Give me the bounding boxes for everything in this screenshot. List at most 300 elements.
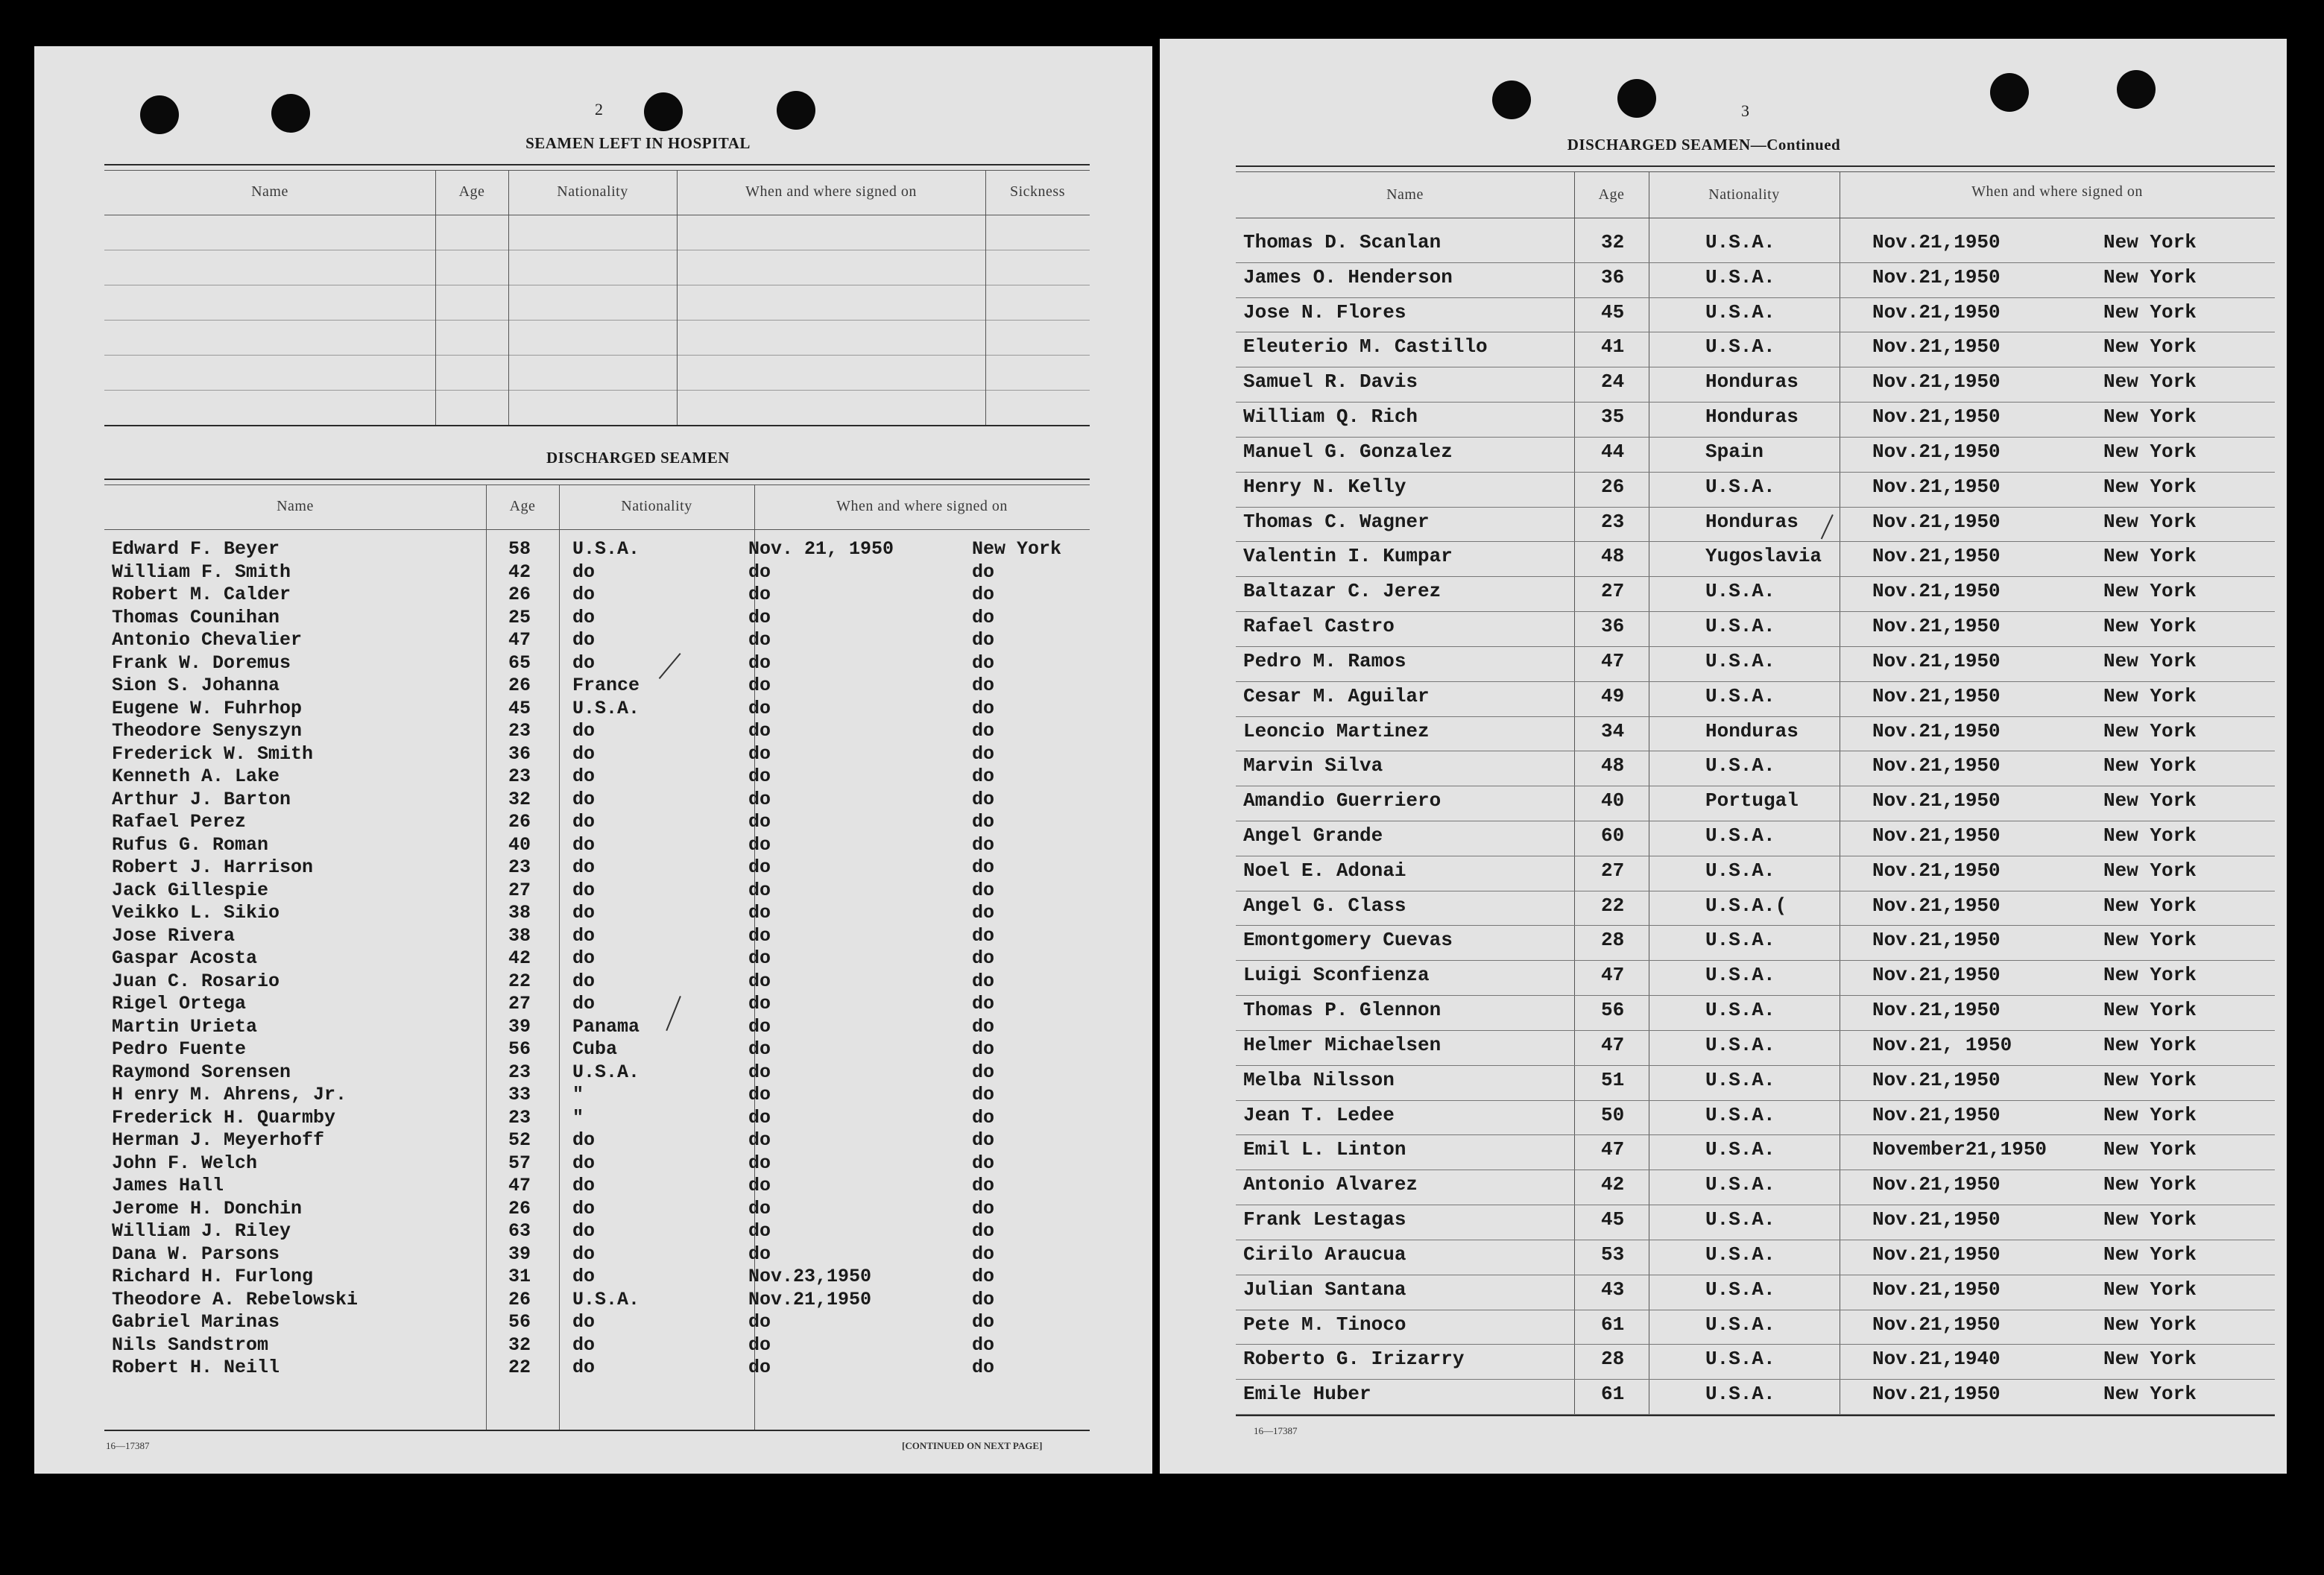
seaman-nationality: do xyxy=(572,879,596,901)
seaman-nationality: do xyxy=(572,1311,596,1333)
table-row xyxy=(1160,266,2287,288)
seaman-age: 47 xyxy=(1601,964,1625,987)
seaman-age: 23 xyxy=(508,1106,531,1129)
signed-on-place: New York xyxy=(2103,1033,2197,1056)
seaman-name: Nils Sandstrom xyxy=(112,1333,269,1356)
signed-on-date: do xyxy=(748,1038,771,1060)
table-row xyxy=(34,1357,1152,1379)
signed-on-place: do xyxy=(972,1357,995,1378)
signed-on-place: New York xyxy=(2103,964,2197,987)
seaman-nationality: U.S.A. xyxy=(1705,1103,1775,1126)
seaman-nationality: Honduras xyxy=(1705,510,1799,533)
table-row xyxy=(34,720,1152,742)
seaman-age: 22 xyxy=(1601,894,1625,917)
signed-on-place: New York xyxy=(972,538,1062,560)
signed-on-date: do xyxy=(748,1357,771,1378)
seaman-age: 51 xyxy=(1601,1068,1625,1091)
column-header: Age xyxy=(509,498,536,514)
seaman-age: 32 xyxy=(1601,231,1625,253)
table-row xyxy=(34,1016,1152,1038)
column-header: Sickness xyxy=(1010,183,1065,200)
signed-on-place: do xyxy=(972,902,995,924)
table-row xyxy=(1160,476,2287,498)
table-row xyxy=(1160,335,2287,358)
seaman-age: 53 xyxy=(1601,1243,1625,1266)
signed-on-place: New York xyxy=(2103,894,2197,917)
seaman-nationality: U.S.A. xyxy=(1705,1383,1775,1406)
table-row xyxy=(1160,1069,2287,1091)
blank-row-line xyxy=(104,320,1090,321)
seaman-age: 32 xyxy=(508,788,531,810)
seaman-nationality: U.S.A. xyxy=(1705,1033,1775,1056)
signed-on-date: do xyxy=(748,1197,771,1219)
header-rule xyxy=(104,529,1090,530)
signed-on-date: Nov.21,1950 xyxy=(1872,300,2001,323)
seaman-nationality: do xyxy=(572,811,596,833)
signed-on-date: Nov.21,1950 xyxy=(1872,754,2001,777)
table-row xyxy=(1160,1104,2287,1126)
table-row xyxy=(1160,1278,2287,1301)
signed-on-date: do xyxy=(748,1015,771,1038)
seaman-nationality: U.S.A. xyxy=(1705,1313,1775,1336)
seaman-age: 26 xyxy=(508,811,531,833)
punch-hole xyxy=(140,95,179,134)
table-top-rule xyxy=(1236,165,2275,167)
table-row xyxy=(1160,441,2287,463)
seaman-age: 23 xyxy=(508,766,531,787)
seaman-nationality: do xyxy=(572,924,596,947)
punch-hole xyxy=(1617,79,1656,118)
signed-on-place: do xyxy=(972,1266,995,1287)
signed-on-date: Nov.21,1950 xyxy=(1872,649,2001,672)
seaman-name: Robert H. Neill xyxy=(112,1357,280,1378)
seaman-age: 45 xyxy=(1601,300,1625,323)
seaman-name: H enry M. Ahrens, Jr. xyxy=(112,1084,347,1105)
table-row xyxy=(1160,370,2287,393)
table-row xyxy=(1160,615,2287,637)
signed-on-place: do xyxy=(972,970,995,992)
seaman-nationality: U.S.A. xyxy=(1705,335,1775,359)
table-row xyxy=(34,856,1152,879)
signed-on-place: do xyxy=(972,1311,995,1333)
signed-on-place: New York xyxy=(2103,405,2197,429)
seaman-age: 47 xyxy=(508,1175,531,1196)
seaman-age: 47 xyxy=(1601,1138,1625,1161)
signed-on-date: Nov.21,1950 xyxy=(1872,999,2001,1022)
seaman-name: Luigi Sconfienza xyxy=(1243,964,1430,987)
seaman-nationality: U.S.A. xyxy=(1705,684,1775,707)
seaman-name: Robert J. Harrison xyxy=(112,856,314,878)
signed-on-date: do xyxy=(748,1220,771,1242)
seaman-nationality: do xyxy=(572,856,596,878)
table-row xyxy=(34,1107,1152,1129)
signed-on-place: New York xyxy=(2103,370,2197,394)
signed-on-date: Nov.21,1950 xyxy=(1872,335,2001,359)
signed-on-date: Nov.21,1950 xyxy=(1872,440,2001,463)
row-divider xyxy=(1236,995,2275,996)
signed-on-date: Nov.21,1950 xyxy=(1872,824,2001,847)
table-row xyxy=(34,1038,1152,1061)
seaman-age: 44 xyxy=(1601,440,1625,463)
seaman-name: Thomas C. Wagner xyxy=(1243,510,1430,533)
seaman-nationality: do xyxy=(572,584,596,605)
table-row xyxy=(1160,1138,2287,1161)
signed-on-date: do xyxy=(748,742,771,765)
table-row xyxy=(1160,1243,2287,1266)
seaman-age: 48 xyxy=(1601,754,1625,777)
table-row xyxy=(34,1129,1152,1152)
column-header: Name xyxy=(251,183,288,200)
seaman-name: Henry N. Kelly xyxy=(1243,475,1406,498)
signed-on-place: New York xyxy=(2103,615,2197,638)
seaman-age: 47 xyxy=(1601,649,1625,672)
table-row xyxy=(1160,824,2287,847)
seaman-nationality: U.S.A. xyxy=(1705,265,1775,288)
seaman-name: Marvin Silva xyxy=(1243,754,1383,777)
seaman-name: Rufus G. Roman xyxy=(112,833,269,856)
seaman-age: 39 xyxy=(508,1015,531,1038)
signed-on-place: New York xyxy=(2103,999,2197,1022)
seaman-name: John F. Welch xyxy=(112,1152,258,1174)
seaman-name: William Q. Rich xyxy=(1243,405,1418,429)
seaman-nationality: U.S.A. xyxy=(1705,1243,1775,1266)
signed-on-date: Nov.21,1950 xyxy=(1872,545,2001,568)
signed-on-place: New York xyxy=(2103,1348,2197,1371)
seaman-nationality: U.S.A. xyxy=(1705,999,1775,1022)
seaman-name: Angel G. Class xyxy=(1243,894,1406,917)
column-header: Name xyxy=(1386,186,1424,203)
signed-on-place: do xyxy=(972,1152,995,1174)
signed-on-date: do xyxy=(748,993,771,1014)
page-number: 2 xyxy=(595,100,603,119)
signed-on-place: do xyxy=(972,629,995,651)
seaman-age: 36 xyxy=(508,742,531,765)
table-row xyxy=(34,538,1152,561)
signed-on-date: Nov.21,1950 xyxy=(1872,405,2001,429)
seaman-name: Eleuterio M. Castillo xyxy=(1243,335,1488,359)
signed-on-date: do xyxy=(748,1311,771,1333)
table-top-rule xyxy=(104,479,1090,480)
signed-on-date: Nov.21,1950 xyxy=(1872,475,2001,498)
seaman-age: 40 xyxy=(508,833,531,856)
seaman-nationality: U.S.A. xyxy=(1705,1068,1775,1091)
column-header: Age xyxy=(458,183,485,200)
table-top-rule xyxy=(104,164,1090,165)
column-header: Nationality xyxy=(621,498,692,514)
seaman-nationality: " xyxy=(572,1106,584,1129)
table-row xyxy=(1160,720,2287,742)
seaman-age: 42 xyxy=(1601,1173,1625,1196)
signed-on-date: Nov.21,1950 xyxy=(1872,1243,2001,1266)
signed-on-date: do xyxy=(748,1061,771,1083)
row-divider xyxy=(1236,925,2275,926)
table-row xyxy=(1160,1034,2287,1056)
table-top-rule xyxy=(104,170,1090,171)
seaman-nationality: do xyxy=(572,1333,596,1356)
signed-on-date: Nov.21,1950 xyxy=(1872,1103,2001,1126)
table-row xyxy=(1160,789,2287,812)
seaman-nationality: do xyxy=(572,1266,596,1287)
seaman-age: 23 xyxy=(1601,510,1625,533)
discharged-section-title: DISCHARGED SEAMEN xyxy=(546,449,730,467)
signed-on-place: New York xyxy=(2103,265,2197,288)
column-divider xyxy=(508,170,509,425)
signed-on-date: do xyxy=(748,629,771,651)
signed-on-place: do xyxy=(972,1129,995,1151)
seaman-age: 34 xyxy=(1601,719,1625,742)
signed-on-place: do xyxy=(972,1197,995,1219)
row-divider xyxy=(1236,960,2275,961)
seaman-age: 36 xyxy=(1601,615,1625,638)
seaman-name: Eugene W. Fuhrhop xyxy=(112,697,303,719)
signed-on-place: do xyxy=(972,651,995,674)
column-header: Name xyxy=(277,498,314,514)
table-row xyxy=(34,1198,1152,1220)
seaman-name: Julian Santana xyxy=(1243,1278,1406,1301)
row-divider xyxy=(1236,472,2275,473)
seaman-nationality: U.S.A. xyxy=(1705,754,1775,777)
seaman-age: 57 xyxy=(508,1152,531,1174)
seaman-age: 23 xyxy=(508,720,531,742)
table-row xyxy=(34,1061,1152,1084)
seaman-age: 56 xyxy=(1601,999,1625,1022)
seaman-name: Jack Gillespie xyxy=(112,879,269,901)
seaman-age: 50 xyxy=(1601,1103,1625,1126)
blank-row-line xyxy=(104,355,1090,356)
seaman-name: Robert M. Calder xyxy=(112,584,291,605)
seaman-age: 27 xyxy=(1601,859,1625,882)
table-row xyxy=(1160,511,2287,533)
seaman-name: Juan C. Rosario xyxy=(112,970,280,992)
table-row xyxy=(34,607,1152,629)
table-row xyxy=(34,925,1152,947)
punch-hole xyxy=(644,92,683,131)
seaman-name: Cirilo Araucua xyxy=(1243,1243,1406,1266)
signed-on-date: do xyxy=(748,856,771,878)
seaman-age: 33 xyxy=(508,1084,531,1105)
signed-on-place: do xyxy=(972,811,995,833)
seaman-name: Kenneth A. Lake xyxy=(112,766,280,787)
signed-on-place: do xyxy=(972,1038,995,1060)
signed-on-place: New York xyxy=(2103,335,2197,359)
seaman-name: Pedro Fuente xyxy=(112,1038,247,1060)
row-divider xyxy=(1236,1065,2275,1066)
seaman-name: Frank Lestagas xyxy=(1243,1208,1406,1231)
signed-on-place: do xyxy=(972,947,995,969)
signed-on-date: do xyxy=(748,811,771,833)
signed-on-date: do xyxy=(748,606,771,628)
seaman-nationality: do xyxy=(572,1357,596,1378)
seaman-age: 22 xyxy=(508,970,531,992)
seaman-age: 56 xyxy=(508,1311,531,1333)
seaman-age: 65 xyxy=(508,651,531,674)
table-row xyxy=(34,811,1152,833)
seaman-name: William F. Smith xyxy=(112,561,291,583)
signed-on-date: Nov.21,1950 xyxy=(1872,929,2001,952)
signed-on-place: New York xyxy=(2103,1138,2197,1161)
seaman-name: Emontgomery Cuevas xyxy=(1243,929,1453,952)
seaman-name: Emile Huber xyxy=(1243,1383,1371,1406)
seaman-name: Manuel G. Gonzalez xyxy=(1243,440,1453,463)
seaman-name: Noel E. Adonai xyxy=(1243,859,1406,882)
table-row xyxy=(34,1334,1152,1357)
punch-hole xyxy=(271,94,310,133)
signed-on-date: do xyxy=(748,788,771,810)
seaman-name: Jose Rivera xyxy=(112,924,236,947)
row-divider xyxy=(1236,1100,2275,1101)
seaman-name: Rigel Ortega xyxy=(112,993,247,1014)
table-row xyxy=(1160,754,2287,777)
seaman-name: Antonio Chevalier xyxy=(112,629,303,651)
signed-on-date: Nov.21,1950 xyxy=(1872,1313,2001,1336)
table-row xyxy=(34,902,1152,924)
seaman-name: Melba Nilsson xyxy=(1243,1068,1395,1091)
seaman-age: 40 xyxy=(1601,789,1625,812)
seaman-name: Frederick H. Quarmby xyxy=(112,1106,336,1129)
signed-on-date: Nov.21,1950 xyxy=(1872,1068,2001,1091)
signed-on-date: Nov.21,1950 xyxy=(1872,370,2001,394)
seaman-age: 26 xyxy=(508,1288,531,1310)
seaman-name: Angel Grande xyxy=(1243,824,1383,847)
table-row xyxy=(1160,859,2287,882)
seaman-nationality: do xyxy=(572,1175,596,1196)
signed-on-date: Nov.21,1950 xyxy=(1872,1173,2001,1196)
table-row xyxy=(34,789,1152,811)
seaman-nationality: do xyxy=(572,788,596,810)
seaman-age: 26 xyxy=(1601,475,1625,498)
column-header: Nationality xyxy=(557,183,628,200)
seaman-name: Pedro M. Ramos xyxy=(1243,649,1406,672)
signed-on-place: New York xyxy=(2103,1383,2197,1406)
row-divider xyxy=(1236,611,2275,612)
seaman-nationality: U.S.A. xyxy=(1705,231,1775,253)
seaman-nationality: do xyxy=(572,766,596,787)
signed-on-date: Nov.21,1950 xyxy=(1872,1278,2001,1301)
signed-on-date: Nov.23,1950 xyxy=(748,1266,872,1287)
seaman-age: 41 xyxy=(1601,335,1625,359)
seaman-nationality: do xyxy=(572,833,596,856)
seaman-name: Rafael Perez xyxy=(112,811,247,833)
signed-on-date: do xyxy=(748,970,771,992)
column-header: When and where signed on xyxy=(836,498,1008,514)
seaman-nationality: " xyxy=(572,1084,584,1105)
seaman-age: 45 xyxy=(1601,1208,1625,1231)
seaman-age: 23 xyxy=(508,856,531,878)
seaman-name: Theodore A. Rebelowski xyxy=(112,1288,359,1310)
row-divider xyxy=(1236,507,2275,508)
seaman-name: Thomas P. Glennon xyxy=(1243,999,1442,1022)
seaman-name: Jerome H. Donchin xyxy=(112,1197,303,1219)
table-row xyxy=(34,561,1152,584)
seaman-age: 42 xyxy=(508,947,531,969)
seaman-nationality: do xyxy=(572,629,596,651)
row-divider xyxy=(1236,297,2275,298)
seaman-name: Frederick W. Smith xyxy=(112,742,314,765)
table-row xyxy=(34,652,1152,675)
signed-on-place: do xyxy=(972,879,995,901)
seaman-nationality: U.S.A. xyxy=(1705,964,1775,987)
signed-on-date: Nov.21,1950 xyxy=(748,1288,872,1310)
seaman-age: 42 xyxy=(508,561,531,583)
signed-on-place: do xyxy=(972,993,995,1014)
seaman-nationality: U.S.A. xyxy=(1705,824,1775,847)
signed-on-date: Nov.21, 1950 xyxy=(1872,1033,2012,1056)
table-row xyxy=(34,970,1152,993)
seaman-age: 26 xyxy=(508,675,531,696)
table-row xyxy=(1160,1208,2287,1231)
table-row xyxy=(1160,1173,2287,1196)
signed-on-place: New York xyxy=(2103,1208,2197,1231)
signed-on-date: do xyxy=(748,924,771,947)
signed-on-place: New York xyxy=(2103,1068,2197,1091)
seaman-name: Frank W. Doremus xyxy=(112,651,291,674)
row-divider xyxy=(1236,716,2275,717)
signed-on-date: Nov.21,1950 xyxy=(1872,894,2001,917)
table-row xyxy=(1160,580,2287,602)
seaman-age: 31 xyxy=(508,1266,531,1287)
signed-on-place: do xyxy=(972,1015,995,1038)
signed-on-place: New York xyxy=(2103,300,2197,323)
seaman-age: 32 xyxy=(508,1333,531,1356)
signed-on-date: do xyxy=(748,584,771,605)
signed-on-date: do xyxy=(748,675,771,696)
signed-on-date: Nov.21,1950 xyxy=(1872,1383,2001,1406)
seaman-age: 36 xyxy=(1601,265,1625,288)
table-row xyxy=(34,584,1152,606)
column-divider xyxy=(435,170,436,425)
signed-on-place: do xyxy=(972,1333,995,1356)
seaman-nationality: U.S.A. xyxy=(572,1061,640,1083)
signed-on-date: Nov. 21, 1950 xyxy=(748,538,894,560)
signed-on-place: do xyxy=(972,561,995,583)
right-page xyxy=(1160,39,2287,1474)
signed-on-date: do xyxy=(748,1152,771,1174)
seaman-name: Leoncio Martinez xyxy=(1243,719,1430,742)
seaman-name: Arthur J. Barton xyxy=(112,788,291,810)
seaman-age: 47 xyxy=(1601,1033,1625,1056)
signed-on-place: New York xyxy=(2103,719,2197,742)
seaman-name: Jose N. Flores xyxy=(1243,300,1406,323)
signed-on-place: New York xyxy=(2103,1278,2197,1301)
signed-on-place: New York xyxy=(2103,824,2197,847)
seaman-nationality: do xyxy=(572,1129,596,1151)
seaman-nationality: Yugoslavia xyxy=(1705,545,1822,568)
signed-on-place: do xyxy=(972,1220,995,1242)
seaman-nationality: U.S.A. xyxy=(1705,300,1775,323)
signed-on-place: do xyxy=(972,1175,995,1196)
signed-on-place: do xyxy=(972,1061,995,1083)
table-row xyxy=(34,1175,1152,1197)
seaman-nationality: do xyxy=(572,742,596,765)
signed-on-date: Nov.21,1950 xyxy=(1872,615,2001,638)
signed-on-place: do xyxy=(972,1084,995,1105)
seaman-nationality: U.S.A. xyxy=(1705,580,1775,603)
table-row xyxy=(34,629,1152,651)
seaman-name: Jean T. Ledee xyxy=(1243,1103,1395,1126)
seaman-nationality: Panama xyxy=(572,1015,640,1038)
punch-hole xyxy=(777,91,815,130)
punch-hole xyxy=(1990,73,2029,112)
seaman-nationality: Cuba xyxy=(572,1038,618,1060)
seaman-name: Edward F. Beyer xyxy=(112,538,280,560)
signed-on-date: do xyxy=(748,902,771,924)
signed-on-place: do xyxy=(972,1106,995,1129)
seaman-age: 48 xyxy=(1601,545,1625,568)
blank-row-line xyxy=(104,390,1090,391)
signed-on-date: Nov.21,1950 xyxy=(1872,231,2001,253)
seaman-nationality: do xyxy=(572,561,596,583)
signed-on-place: New York xyxy=(2103,510,2197,533)
